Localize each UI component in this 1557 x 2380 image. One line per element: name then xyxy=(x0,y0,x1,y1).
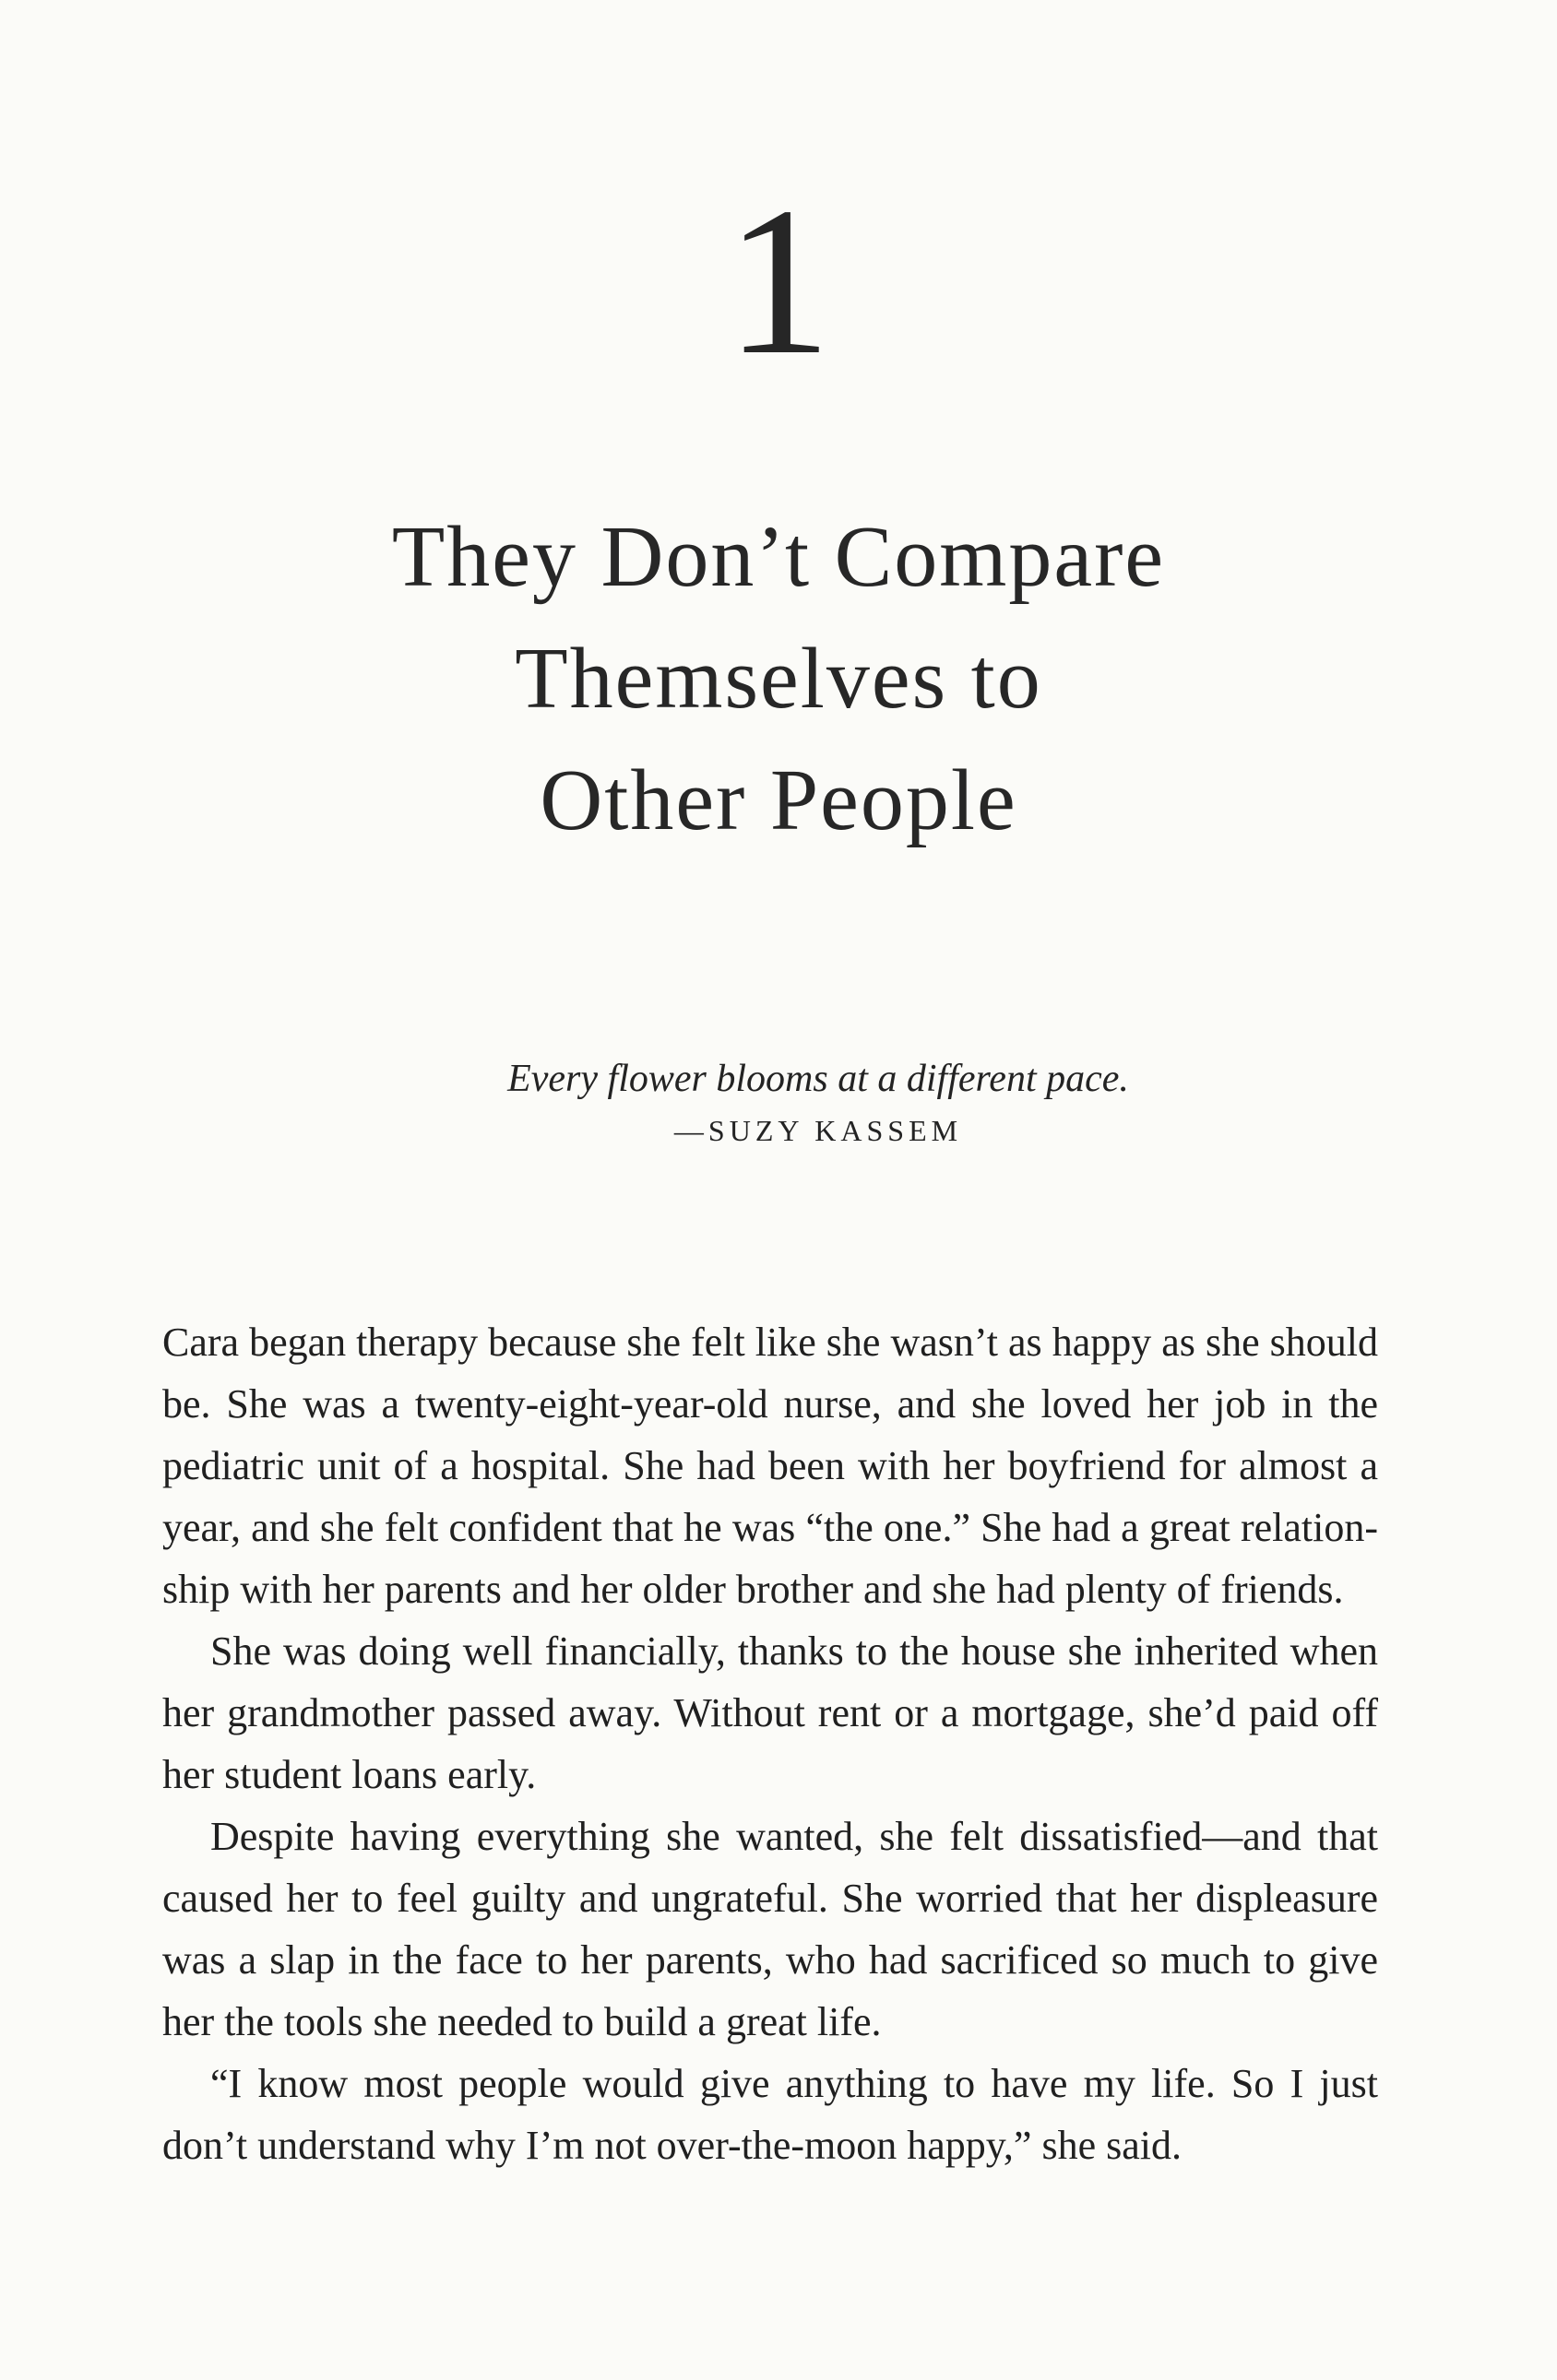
body-paragraph: Despite having everything she wanted, she felt dissatisfied—and that caused her to feel guilty and ungrateful. She worried that her displeasure was a slap in the face to her parents, who had sacrificed so much to give her the tools she needed to build a great life. xyxy=(162,1814,1378,2044)
chapter-body xyxy=(162,1311,1378,2176)
chapter-title xyxy=(225,496,1332,861)
chapter-title-line-3: Other People xyxy=(540,752,1017,848)
chapter-number: 1 xyxy=(725,163,832,398)
epigraph-attribution: —SUZY KASSEM xyxy=(673,1114,963,1147)
chapter-title-line-1: They Don’t Compare xyxy=(391,509,1166,605)
epigraph xyxy=(0,1053,1557,1156)
chapter-title-line-2: Themselves to xyxy=(515,631,1042,727)
body-paragraph: She was doing well financially, thanks to the house she inherited when her grandmother passed away. Without rent or a mortgage, she’d paid off her student loans early. xyxy=(162,1628,1378,1797)
body-paragraph: Cara began therapy because she felt like she wasn’t as happy as she should be. She was a twenty-eight-year-old nurse, and she loved her job in the pediatric unit of a hospital. She had been with her boyfriend for almost a year, and she felt confident that he was “the one.” She had a great relationship with her parents and her older brother and she had plenty of friends. xyxy=(162,1320,1378,1612)
epigraph-quote: Every flower blooms at a different pace. xyxy=(507,1058,1129,1100)
body-paragraph: “I know most people would give anything to have my life. So I just don’t understand why I’m not over-the-moon happy,” she said. xyxy=(162,2061,1378,2168)
